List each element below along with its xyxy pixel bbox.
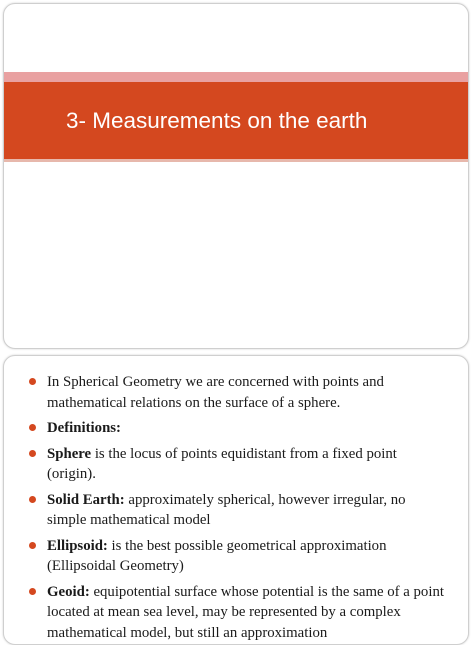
bullet-text: In Spherical Geometry we are concerned with points and mathematical relations on the surface of a sphere. [47, 374, 384, 411]
bullet-dot-icon [29, 450, 36, 457]
bullet-text: approximately spherical, however irregular, no simple mathematical model [47, 491, 406, 528]
bullet-term: Ellipsoid: [47, 537, 108, 554]
bullet-term: Solid Earth: [47, 491, 125, 508]
bullet-term: Sphere [47, 445, 92, 462]
bullet-list [4, 356, 468, 643]
bullet-text: equipotential surface whose potential is the same of a point located at mean sea level, may be represented by a complex mathematical model, but still an approximation [47, 583, 444, 641]
bullet-term: Geoid: [47, 583, 90, 600]
bullet-dot-icon [29, 542, 36, 549]
bullet-definitions [27, 418, 448, 439]
content-slide [3, 355, 469, 645]
bullet-text: is the locus of points equidistant from a fixed point (origin). [47, 445, 397, 482]
bullet-geoid [27, 582, 448, 644]
bullet-dot-icon [29, 378, 36, 385]
bullet-dot-icon [29, 424, 36, 431]
bullet-spherical-geometry [27, 372, 448, 413]
title-top-band [4, 72, 468, 82]
bullet-dot-icon [29, 588, 36, 595]
bullet-solid-earth [27, 490, 448, 531]
title-banner [4, 82, 468, 159]
bullet-text: is the best possible geometrical approximation (Ellipsoidal Geometry) [47, 537, 387, 574]
title-bottom-line [4, 159, 468, 162]
bullet-sphere [27, 444, 448, 485]
bullet-term: Definitions: [47, 420, 121, 436]
slide-title: 3- Measurements on the earth [66, 107, 368, 133]
bullet-dot-icon [29, 496, 36, 503]
bullet-ellipsoid [27, 536, 448, 577]
title-slide [3, 3, 469, 349]
